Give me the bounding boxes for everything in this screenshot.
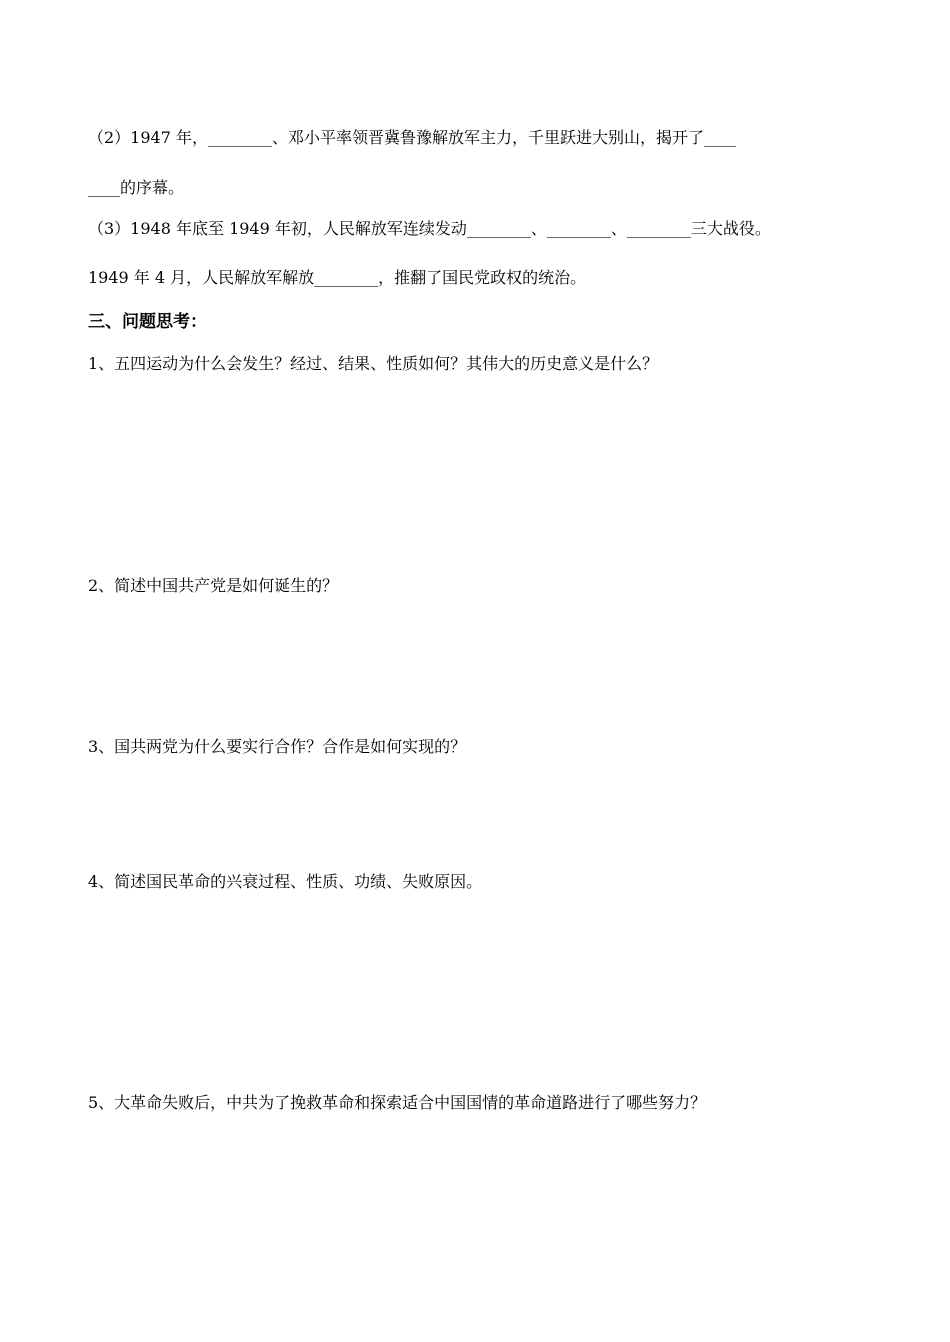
question-4: 4、简述国民革命的兴衰过程、性质、功绩、失败原因。 — [88, 872, 483, 891]
question-5: 5、大革命失败后，中共为了挽救革命和探索适合中国国情的革命道路进行了哪些努力？ — [88, 1093, 707, 1112]
question-2: 2、简述中国共产党是如何诞生的？ — [88, 576, 339, 595]
question-3: 3、国共两党为什么要实行合作？合作是如何实现的？ — [88, 737, 467, 756]
fill-in-q2-line2: ____的序幕。 — [88, 178, 185, 197]
section-heading: 三、问题思考： — [88, 312, 207, 332]
fill-in-q2-line1: （2）1947 年，________、邓小平率领晋冀鲁豫解放军主力，千里跃进大别山，揭开了____ — [88, 128, 736, 147]
fill-in-q3-line1: （3）1948 年底至 1949 年初，人民解放军连续发动________、________、________三大战役。 — [88, 219, 771, 238]
question-1: 1、五四运动为什么会发生？经过、结果、性质如何？其伟大的历史意义是什么？ — [88, 354, 659, 373]
fill-in-q3-line2: 1949 年 4 月，人民解放军解放________，推翻了国民党政权的统治。 — [88, 268, 587, 287]
